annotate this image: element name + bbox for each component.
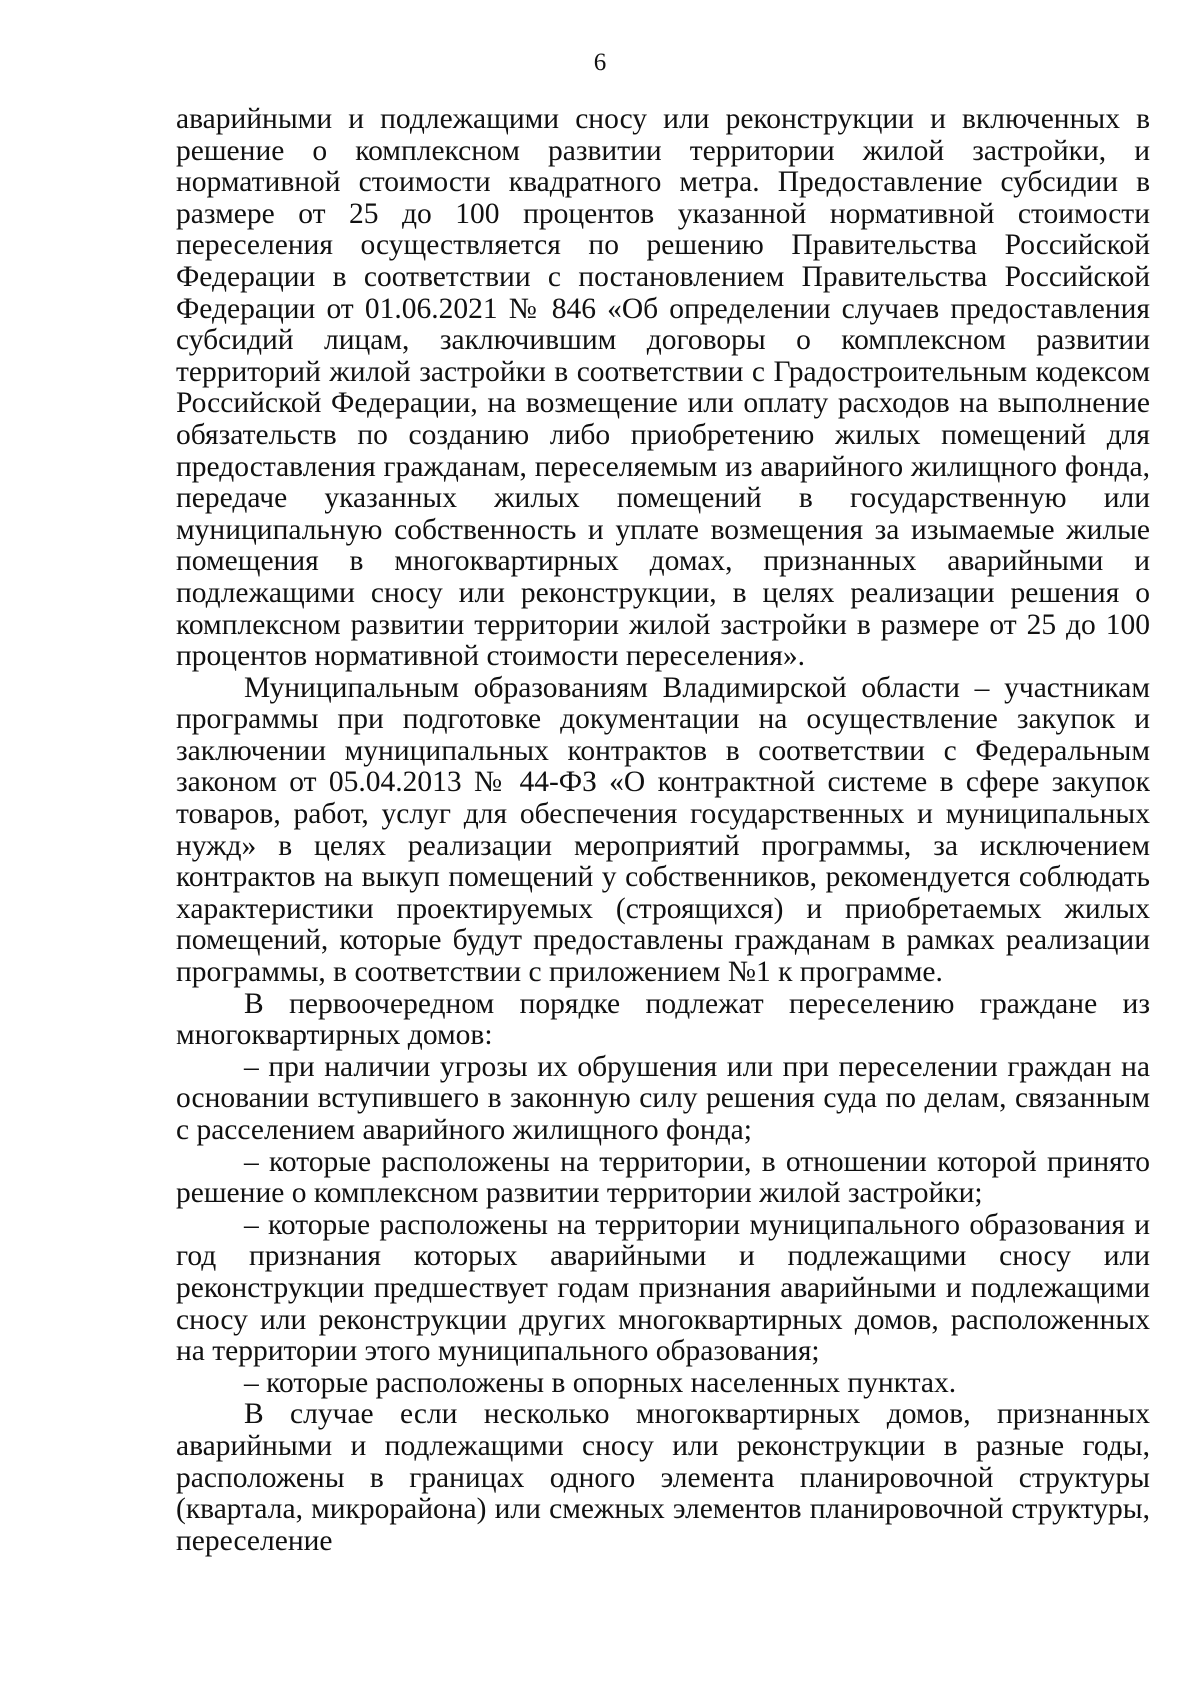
document-body <box>176 104 1150 1557</box>
list-item-earlier-recognition: – которые расположены на территории муниципального образования и год признания которых аварийными и подлежащими сносу или реконструкции предшествует годам признания аварийными и подлежащими сносу или реконструкции других многоквартирных домов, расположенных на территории этого муниципального образования; <box>176 1208 1150 1368</box>
list-item-collapse-threat: – при наличии угрозы их обрушения или при переселении граждан на основании вступившего в законную силу решения суда по делам, связанным с расселением аварийного жилищного фонда; <box>176 1050 1150 1146</box>
paragraph-priority-resettlement: В первоочередном порядке подлежат переселению граждане из многоквартирных домов: <box>176 987 1150 1052</box>
page-number: 6 <box>593 49 607 76</box>
list-item-complex-development: – которые расположены на территории, в отношении которой принято решение о комплексном развитии территории жилой застройки; <box>176 1145 1150 1210</box>
paragraph-multiple-buildings: В случае если несколько многоквартирных домов, признанных аварийными и подлежащими сносу или реконструкции в разные годы, расположены в границах одного элемента планировочной структуры (квартала, микрорайона) или смежных элементов планировочной структуры, переселение <box>176 1398 1150 1557</box>
paragraph-subsidy-continuation: аварийными и подлежащими сносу или реконструкции и включенных в решение о комплексном развитии территории жилой застройки, и нормативной стоимости квадратного метра. Предоставление субсидии в размере от 25 до 100 процентов указанной нормативной стоимости переселения осуществляется по решению Правительства Российской Федерации в соответствии с постановлением Правительства Российской Федерации от 01.06.2021 № 846 «Об определении случаев предоставления субсидий лицам, заключившим договоры о комплексном развитии территорий жилой застройки в соответствии с Градостроительным кодексом Российской Федерации, на возмещение или оплату расходов на выполнение обязательств по созданию либо приобретению жилых помещений для предоставления гражданам, переселяемым из аварийного жилищного фонда, передаче указанных жилых помещений в государственную или муниципальную собственность и уплате возмещения за изымаемые жилые помещения в многоквартирных домах, признанных аварийными и подлежащими сносу или реконструкции, в целях реализации решения о комплексном развитии территории жилой застройки в размере от 25 до 100 процентов нормативной стоимости переселения». <box>176 103 1150 673</box>
paragraph-procurement-recommendation: Муниципальным образованиям Владимирской области – участникам программы при подготовке документации на осуществление закупок и заключении муниципальных контрактов в соответствии с Федеральным законом от 05.04.2013 № 44-ФЗ «О контрактной системе в сфере закупок товаров, работ, услуг для обеспечения государственных и муниципальных нужд» в целях реализации мероприятий программы, за исключением контрактов на выкуп помещений у собственников, рекомендуется соблюдать характеристики проектируемых (строящихся) и приобретаемых жилых помещений, которые будут предоставлены гражданам в рамках реализации программы, в соответствии с приложением №1 к программе. <box>176 671 1150 989</box>
list-item-support-settlements: – которые расположены в опорных населенных пунктах. <box>244 1366 957 1399</box>
